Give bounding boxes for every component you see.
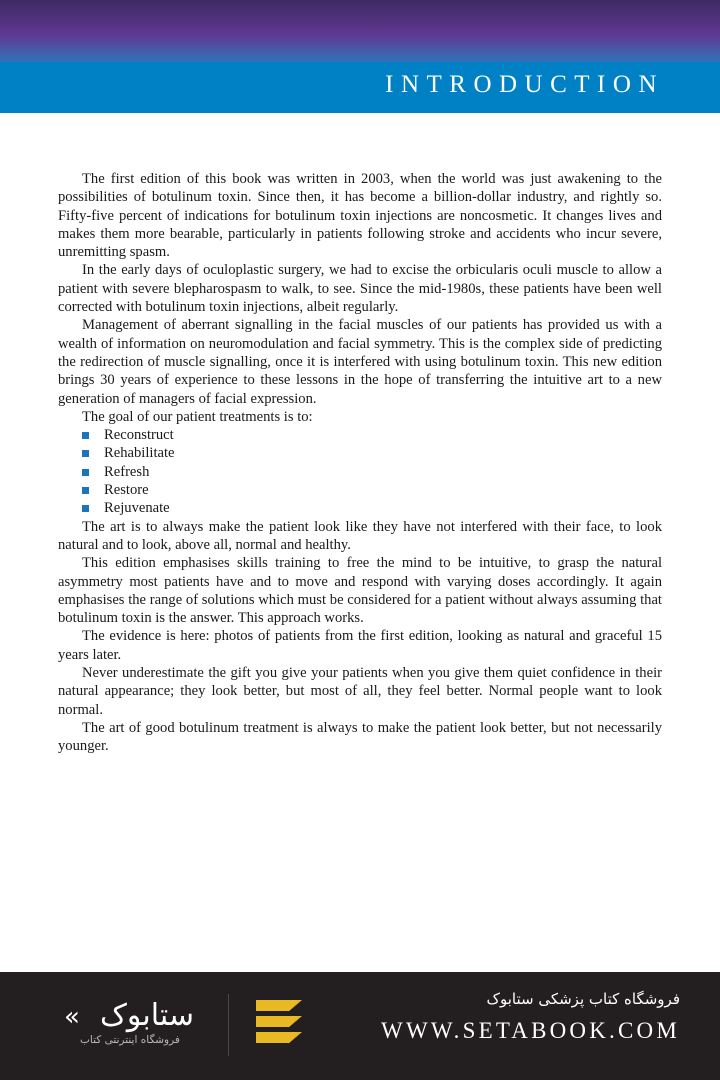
paragraph: The art is to always make the patient look like they have not interfered with their face, to look natural and to look, above all, normal and healthy. xyxy=(58,518,662,553)
footer-tagline: فروشگاه کتاب پزشکی ستابوک xyxy=(486,990,680,1008)
paragraph: The goal of our patient treatments is to: xyxy=(82,408,313,425)
page-title: INTRODUCTION xyxy=(385,71,664,98)
paragraph: Never underestimate the gift you give your patients when you give them quiet confidence in their natural appearance; they look better, but most of all, they feel better. Normal people want to look normal. xyxy=(58,665,662,718)
list-item xyxy=(82,481,662,499)
header-gradient-band xyxy=(0,0,720,113)
square-bullet-icon xyxy=(82,505,89,512)
square-bullet-icon xyxy=(82,469,89,476)
list-item-label: Reconstruct xyxy=(104,427,174,444)
paragraph: Management of aberrant signalling in the facial muscles of our patients has provided us with a wealth of information on neuromodulation and facial symmetry. This is the complex side of predicting the redirection of muscle signalling, once it is interfered with using botulinum toxin. This new edition brings 30 years of experience to these lessons in the hope of transferring the intuitive art to a new generation of managers of facial expression. xyxy=(58,317,662,407)
square-bullet-icon xyxy=(82,450,89,457)
list-item-label: Rehabilitate xyxy=(104,445,175,462)
footer-banner xyxy=(0,972,720,1080)
setabook-logo[interactable] xyxy=(36,990,216,1048)
list-item xyxy=(82,499,662,517)
treatment-goals-list xyxy=(58,426,662,517)
paragraph: This edition emphasises skills training to free the mind to be intuitive, to grasp the natural asymmetry most patients have and to move and respond with varying doses accordingly. It again emphasises the range of solutions which must be considered for a patient without always assuming that botulinum toxin is the answer. This approach works. xyxy=(58,555,662,627)
introduction-body xyxy=(58,170,662,756)
paragraph: The evidence is here: photos of patients from the first edition, looking as natural and graceful 15 years later. xyxy=(58,628,662,663)
square-bullet-icon xyxy=(82,432,89,439)
paragraph: The first edition of this book was written in 2003, when the world was just awakening to the possibilities of botulinum toxin. Since then, it has become a billion-dollar industry, and rightly so. Fifty-five percent of indications for botulinum toxin injections are noncosmetic. It changes lives and makes them more bearable, particularly in patients following stroke and accidents who incur severe, unremitting spasm. xyxy=(58,171,662,261)
list-item xyxy=(82,463,662,481)
list-item-label: Rejuvenate xyxy=(104,500,170,517)
chevron-left-icon: « xyxy=(64,1002,80,1032)
paragraph: The art of good botulinum treatment is always to make the patient look better, but not necessarily younger. xyxy=(58,719,662,755)
list-item-label: Refresh xyxy=(104,463,150,480)
list-item-label: Restore xyxy=(104,482,149,499)
paragraph: In the early days of oculoplastic surgery, we had to excise the orbicularis oculi muscle to allow a patient with severe blepharospasm to walk, to see. Since the mid-1980s, these patients have been well corrected with botulinum toxin injections, albeit regularly. xyxy=(58,262,662,316)
logo-wordmark: ستابوک xyxy=(100,998,195,1033)
list-item xyxy=(82,444,662,462)
footer-divider xyxy=(228,994,229,1056)
gold-chevron-icon xyxy=(256,1000,304,1050)
logo-subtitle: فروشگاه اینترنتی کتاب xyxy=(80,1034,180,1046)
list-item xyxy=(82,426,662,444)
footer-website-url[interactable]: WWW.SETABOOK.COM xyxy=(381,1018,680,1043)
square-bullet-icon xyxy=(82,487,89,494)
